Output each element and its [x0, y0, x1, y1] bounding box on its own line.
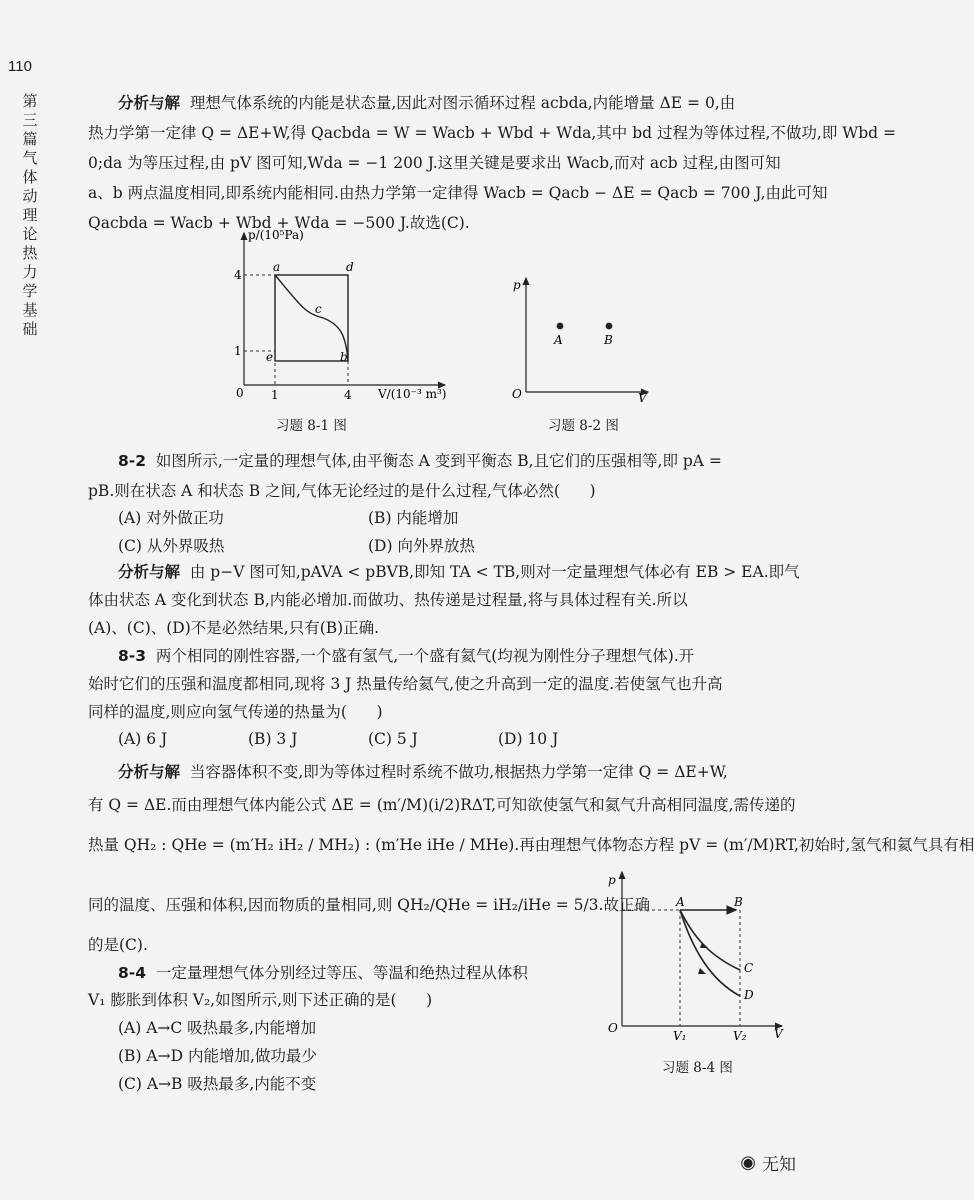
fig84-point-C: C — [744, 961, 754, 975]
q83-line-1: 8-3 两个相同的刚性容器,一个盛有氢气,一个盛有氦气(均视为刚性分子理想气体).开 — [118, 647, 695, 665]
fig84-curve-AC — [680, 910, 740, 970]
q82-option-b: (B) 内能增加 — [368, 509, 459, 527]
fig82-dot-A — [557, 323, 564, 330]
fig84-caption: 习题 8-4 图 — [662, 1060, 733, 1076]
block1-line-1: 分析与解 理想气体系统的内能是状态量,因此对图示循环过程 acbda,内能增量 ΔE = 0,由 — [118, 94, 736, 112]
q84-option-b: (B) A→D 内能增加,做功最少 — [118, 1047, 317, 1065]
wechat-icon: ◉ — [740, 1152, 756, 1173]
fig84-point-D: D — [744, 988, 754, 1002]
watermark — [740, 1150, 796, 1175]
fig84-curve-AD — [680, 910, 740, 996]
margin-title: 第三篇 气体动理论 热力学基础 — [22, 92, 38, 338]
q83-answer-line-1: 分析与解 当容器体积不变,即为等体过程时系统不做功,根据热力学第一定律 Q = ΔE+W, — [118, 763, 728, 781]
q83-answer-line-3: 热量 QH₂ : QHe = (m′H₂ iH₂ / MH₂) : (m′He iHe / MHe).再由理想气体物态方程 pV = (m′/M)RT,初始时,氢气和氦气具有相 — [88, 836, 974, 854]
q83-option-b: (B) 3 J — [248, 730, 298, 748]
fig81-xtick-1: 1 — [271, 388, 279, 402]
fig82-dot-B — [606, 323, 613, 330]
q82-option-c: (C) 从外界吸热 — [118, 537, 225, 555]
q82-answer-line-2: 体由状态 A 变化到状态 B,内能必增加.而做功、热传递是过程量,将与具体过程有关.所以 — [88, 591, 688, 609]
fig82-caption: 习题 8-2 图 — [548, 418, 619, 434]
fig84-xlabel: V — [774, 1027, 783, 1041]
block1-line-2: 热力学第一定律 Q = ΔE+W,得 Qacbda = W = Wacb + Wbd + Wda,其中 bd 过程为等体过程,不做功,即 Wbd = — [88, 124, 896, 142]
q83-option-a: (A) 6 J — [118, 730, 168, 748]
q82-answer-line-1: 分析与解 由 p−V 图可知,pAVA < pBVB,即知 TA < TB,则对一定量理想气体必有 EB > EA.即气 — [118, 563, 800, 581]
q84-number: 8-4 — [118, 964, 147, 982]
q83-answer-line-4: 同的温度、压强和体积,因而物质的量相同,则 QH₂/QHe = iH₂/iHe = 5/3.故正确 — [88, 896, 650, 914]
fig81-point-e: e — [266, 350, 274, 364]
fig81-caption: 习题 8-1 图 — [276, 418, 347, 434]
q84-line-2: V₁ 膨胀到体积 V₂,如图所示,则下述正确的是( ) — [88, 991, 433, 1009]
fig81-point-b: b — [340, 350, 348, 364]
fig81-xtick-4: 4 — [344, 388, 352, 402]
q82-number: 8-2 — [118, 452, 147, 470]
figure-8-2 — [508, 272, 658, 407]
fig81-ytick-1: 1 — [234, 344, 242, 358]
block1-line-4: a、b 两点温度相同,即系统内能相同.由热力学第一定律得 Wacb = Qacb − ΔE = Qacb = 700 J,由此可知 — [88, 184, 828, 202]
figure-8-4 — [602, 868, 802, 1048]
q83-answer-line-2: 有 Q = ΔE.而由理想气体内能公式 ΔE = (m′/M)(i/2)RΔT,可知欲使氢气和氦气升高相同温度,需传递的 — [88, 796, 796, 814]
fig82-point-A: A — [554, 333, 563, 347]
q83-number: 8-3 — [118, 647, 147, 665]
q82-line-1: 8-2 如图所示,一定量的理想气体,由平衡态 A 变到平衡态 B,且它们的压强相等,即 pA = — [118, 452, 722, 470]
fig84-point-B: B — [734, 895, 743, 909]
fig82-origin: O — [512, 387, 522, 401]
fig81-point-d: d — [346, 260, 354, 274]
fig84-arrow-AD — [698, 968, 706, 974]
q83-option-c: (C) 5 J — [368, 730, 418, 748]
fig81-point-c: c — [315, 302, 322, 316]
q83-line-3: 同样的温度,则应向氢气传递的热量为( ) — [88, 703, 383, 721]
fig81-origin: 0 — [236, 386, 244, 400]
fig84-origin: O — [608, 1021, 618, 1035]
block1-line-5: Qacbda = Wacb + Wbd + Wda = −500 J.故选(C). — [88, 214, 470, 232]
q83-option-d: (D) 10 J — [498, 730, 559, 748]
fig84-point-A: A — [676, 895, 685, 909]
q82-option-a: (A) 对外做正功 — [118, 509, 224, 527]
fig84-xtick-v2: V₂ — [733, 1029, 747, 1043]
q82-answer-line-3: (A)、(C)、(D)不是必然结果,只有(B)正确. — [88, 619, 380, 637]
page-number: 110 — [8, 58, 32, 75]
q84-option-a: (A) A→C 吸热最多,内能增加 — [118, 1019, 317, 1037]
q84-line-1: 8-4 一定量理想气体分别经过等压、等温和绝热过程从体积 — [118, 964, 528, 982]
figure-8-1 — [220, 225, 460, 425]
q82-option-d: (D) 向外界放热 — [368, 537, 475, 555]
fig84-ylabel: p — [608, 873, 616, 887]
fig81-curve-acb — [275, 275, 348, 361]
fig82-ylabel: p — [513, 278, 521, 292]
q84-option-c: (C) A→B 吸热最多,内能不变 — [118, 1075, 317, 1093]
q83-line-2: 始时它们的压强和温度都相同,现将 3 J 热量传给氦气,使之升高到一定的温度.若使氢气也升高 — [88, 675, 723, 693]
block1-line-3: 0;da 为等压过程,由 pV 图可知,Wda = −1 200 J.这里关键是要求出 Wacb,而对 acb 过程,由图可知 — [88, 154, 781, 172]
fig81-ylabel: p/(10⁵Pa) — [248, 228, 304, 242]
watermark-text: 无知 — [762, 1155, 796, 1175]
q83-answer-line-5: 的是(C). — [88, 936, 148, 954]
fig81-xlabel: V/(10⁻³ m³) — [378, 387, 447, 401]
fig84-xtick-v1: V₁ — [673, 1029, 687, 1043]
fig81-point-a: a — [273, 260, 281, 274]
fig82-xlabel: V — [638, 391, 647, 405]
analysis-label: 分析与解 — [118, 94, 181, 112]
fig81-ytick-4: 4 — [234, 268, 242, 282]
q82-line-2: pB.则在状态 A 和状态 B 之间,气体无论经过的是什么过程,气体必然( ) — [88, 482, 596, 500]
fig82-point-B: B — [604, 333, 613, 347]
